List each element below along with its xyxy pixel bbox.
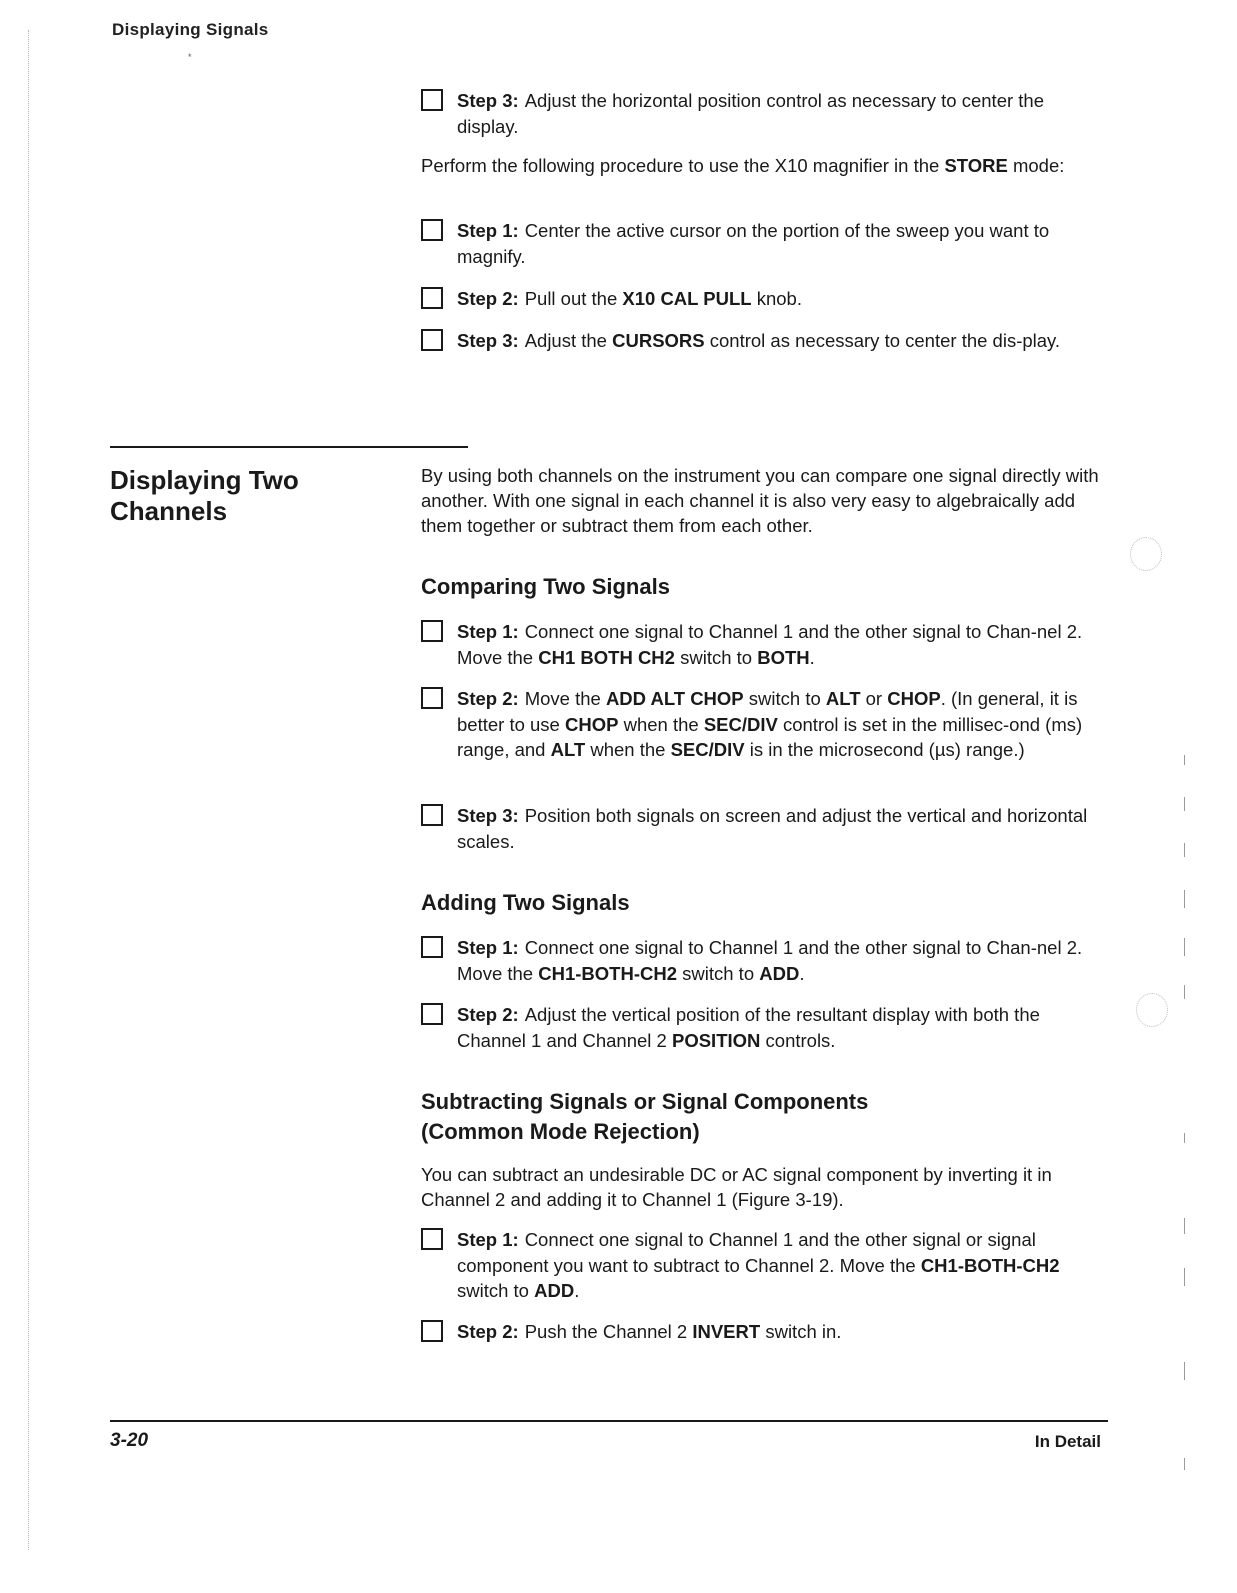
step-label: Step 1: [457, 621, 519, 642]
edge-mark [1184, 1458, 1185, 1470]
checkbox-icon [421, 287, 443, 309]
checkbox-icon [421, 219, 443, 241]
step-label: Step 3: [457, 90, 519, 111]
step-label: Step 2: [457, 288, 519, 309]
step-label: Step 2: [457, 1004, 519, 1025]
step-checkbox-item [421, 1227, 1101, 1304]
running-head: Displaying Signals [112, 20, 269, 39]
step-checkbox-item [421, 328, 1101, 354]
step-checkbox-item [421, 286, 1101, 312]
subtracting-intro: You can subtract an undesirable DC or AC signal component by inverting it in Channel 2 and adding it to Channel 1 (Figure 3-19). [421, 1164, 1052, 1210]
checkbox-icon [421, 804, 443, 826]
step-text: Position both signals on screen and adjust the vertical and horizontal scales. [457, 805, 1088, 852]
checkbox-icon [421, 687, 443, 709]
edge-mark [1184, 797, 1185, 811]
store-intro: Perform the following procedure to use the X10 magnifier in the STORE mode: [421, 155, 1065, 176]
step-text: Center the active cursor on the portion of the sweep you want to magnify. [457, 220, 1050, 267]
tick-mark: * [188, 52, 192, 62]
checkbox-icon [421, 620, 443, 642]
footer-section-name: In Detail [1034, 1432, 1101, 1451]
checkbox-icon [421, 89, 443, 111]
step-label: Step 3: [457, 330, 519, 351]
step-checkbox-item [421, 218, 1101, 269]
step-text: Adjust the vertical position of the resultant display with both the Channel 1 and Channel 2 POSITION controls. [457, 1004, 1040, 1051]
step-text: Move the ADD ALT CHOP switch to ALT or CHOP. (In general, it is better to use CHOP when the SEC/DIV control is set in the millisec-ond (ms) range, and ALT when the SEC/DIV is in the microsecond (µs) range.) [457, 688, 1083, 760]
step-checkbox-item [421, 88, 1101, 139]
edge-mark [1184, 890, 1185, 908]
step-label: Step 3: [457, 805, 519, 826]
step-checkbox-item [421, 1319, 1101, 1345]
edge-mark [1184, 755, 1185, 765]
step-text: Push the Channel 2 INVERT switch in. [524, 1321, 842, 1342]
section-intro: By using both channels on the instrument you can compare one signal directly with another. With one signal in each channel it is also very easy to algebraically add them together or subtract them from each other. [421, 465, 1099, 536]
step-label: Step 1: [457, 220, 519, 241]
step-label: Step 1: [457, 937, 519, 958]
checkbox-icon [421, 1320, 443, 1342]
section-title: Displaying Two Channels [110, 465, 299, 526]
punch-hole-mark [1130, 537, 1162, 571]
comparing-heading: Comparing Two Signals [421, 574, 670, 599]
step-checkbox-item [421, 935, 1101, 986]
step-text: Adjust the CURSORS control as necessary to center the dis-play. [524, 330, 1061, 351]
punch-hole-mark [1136, 993, 1168, 1027]
step-label: Step 2: [457, 688, 519, 709]
step-checkbox-item [421, 1002, 1101, 1053]
binding-edge [28, 30, 29, 1550]
checkbox-icon [421, 1003, 443, 1025]
edge-mark [1184, 843, 1185, 857]
page-number: 3-20 [110, 1430, 149, 1451]
step-label: Step 2: [457, 1321, 519, 1342]
step-text: Connect one signal to Channel 1 and the other signal to Chan-nel 2. Move the CH1-BOTH-CH2 switch to ADD. [457, 937, 1083, 984]
checkbox-icon [421, 1228, 443, 1250]
edge-mark [1184, 985, 1185, 999]
edge-mark [1184, 1268, 1185, 1286]
footer-rule [110, 1420, 1108, 1422]
section-rule [110, 446, 468, 448]
subtracting-heading: Subtracting Signals or Signal Components (Common Mode Rejection) [421, 1089, 869, 1144]
edge-mark [1184, 938, 1185, 956]
edge-mark [1184, 1218, 1185, 1234]
edge-mark [1184, 1362, 1185, 1380]
step-checkbox-item [421, 803, 1101, 854]
step-text: Adjust the horizontal position control as necessary to center the display. [457, 90, 1045, 137]
step-checkbox-item [421, 619, 1101, 670]
step-text: Pull out the X10 CAL PULL knob. [524, 288, 802, 309]
edge-mark [1184, 1133, 1185, 1143]
adding-heading: Adding Two Signals [421, 890, 630, 915]
step-checkbox-item [421, 686, 1101, 763]
step-text: Connect one signal to Channel 1 and the other signal or signal component you want to subtract to Channel 2. Move the CH1-BOTH-CH2 switch to ADD. [457, 1229, 1060, 1301]
step-label: Step 1: [457, 1229, 519, 1250]
checkbox-icon [421, 329, 443, 351]
step-text: Connect one signal to Channel 1 and the other signal to Chan-nel 2. Move the CH1 BOTH CH2 switch to BOTH. [457, 621, 1083, 668]
checkbox-icon [421, 936, 443, 958]
